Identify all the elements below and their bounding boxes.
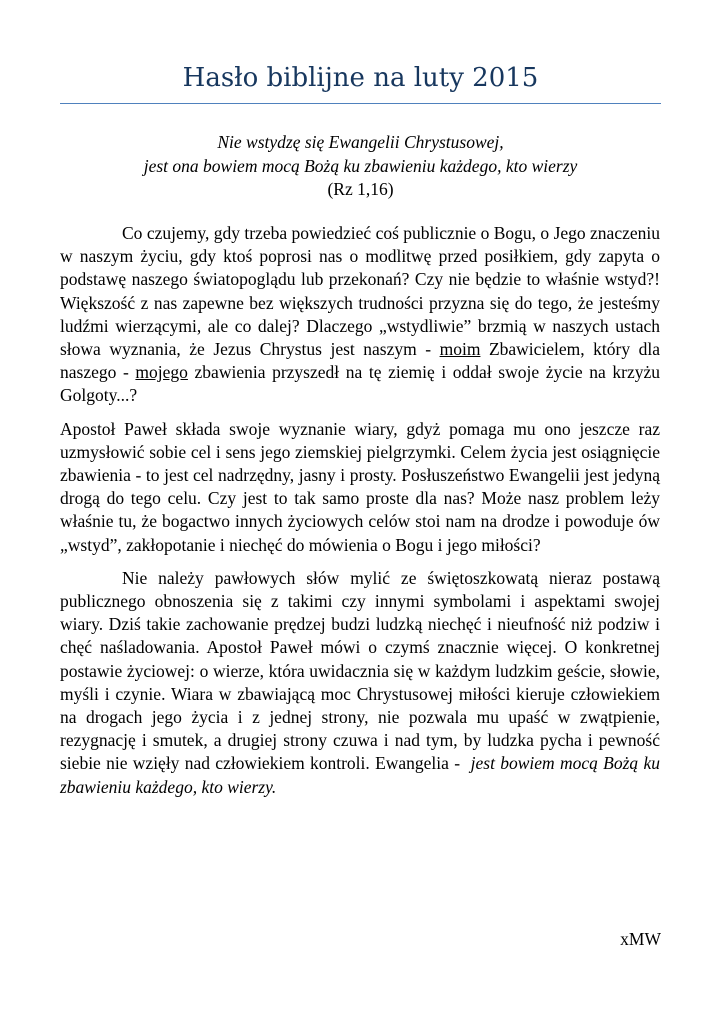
underlined-moim: moim <box>439 339 481 360</box>
title-divider <box>60 103 661 104</box>
body-text <box>60 222 660 809</box>
paragraph-3 <box>60 567 660 799</box>
paragraph-1-end: zbawienia przyszedł na tę ziemię i oddał swoje życie na krzyżu Golgoty...? <box>60 362 660 406</box>
paragraph-3-text: Nie należy pawłowych słów mylić ze świętoszkowatą nieraz postawą publicznego obnoszenia się z takimi czy innymi symbolami i aspektami swojej wiary. Dziś takie zachowanie prędzej budzi ludzką niechęć i nieufność niż podziw i chęć naśladowania. Apostoł Paweł mówi o czymś znacznie więcej. O konkretnej postawie życiowej: o wierze, która uwidacznia się w każdym ludzkim geście, słowie, myśli i czynie. Wiara w zbawiającą moc Chrystusowej miłości kieruje człowiekiem na drogach jego życia i z jednej strony, nie pozwala mu upaść w zwątpienie, rezygnację i smutek, a drugiej strony czuwa i nad tym, by ludzka pycha i pewność siebie nie wzięły nad człowiekiem kontroli. Ewangelia - <box>60 567 660 774</box>
paragraph-2: Apostoł Paweł składa swoje wyznanie wiary, gdyż pomaga mu ono jeszcze raz uzmysłowić sobie cel i sens jego ziemskiej pielgrzymki. Celem życia jest osiągnięcie zbawienia - to jest cel nadrzędny, jasny i prosty. Posłuszeństwo Ewangelii jest jedyną drogą do tego celu. Czy jest to tak samo proste dla nas? Może nasz problem leży właśnie tu, że bogactwo innych życiowych celów stoi nam na drodze i powoduje ów „wstyd”, zakłopotanie i niechęć do mówienia o Bogu i jego miłości? <box>60 418 660 555</box>
paragraph-3-quote: jest bowiem mocą Bożą ku zbawieniu każdego, kto wierzy. <box>60 753 660 797</box>
motto-block <box>60 131 661 202</box>
motto-line-1: Nie wstydzę się Ewangelii Chrystusowej, <box>217 132 504 152</box>
motto-reference: (Rz 1,16) <box>327 179 394 199</box>
paragraph-1 <box>60 222 660 408</box>
paragraph-1-text: Co czujemy, gdy trzeba powiedzieć coś publicznie o Bogu, o Jego znaczeniu w naszym życiu, gdy ktoś poprosi nas o modlitwę przed posiłkiem, gdy zapyta o podstawę naszego światopoglądu lub przekonań? Czy nie będzie to właśnie wstyd?! Większość z nas zapewne bez większych trudności przyzna się do tego, że jesteśmy ludźmi wierzącymi, ale co dalej? Dlaczego „wstydliwie” brzmią w naszych ustach słowa wyznania, że Jezus Chrystus jest naszym - <box>60 223 660 360</box>
paragraph-1-middle: Zbawicielem, który dla naszego - <box>60 339 661 383</box>
page-title: Hasło biblijne na luty 2015 <box>182 63 539 93</box>
underlined-mojego: mojego <box>135 362 188 383</box>
signature: xMW <box>620 929 661 949</box>
motto-line-2: jest ona bowiem mocą Bożą ku zbawieniu każdego, kto wierzy <box>143 155 578 176</box>
